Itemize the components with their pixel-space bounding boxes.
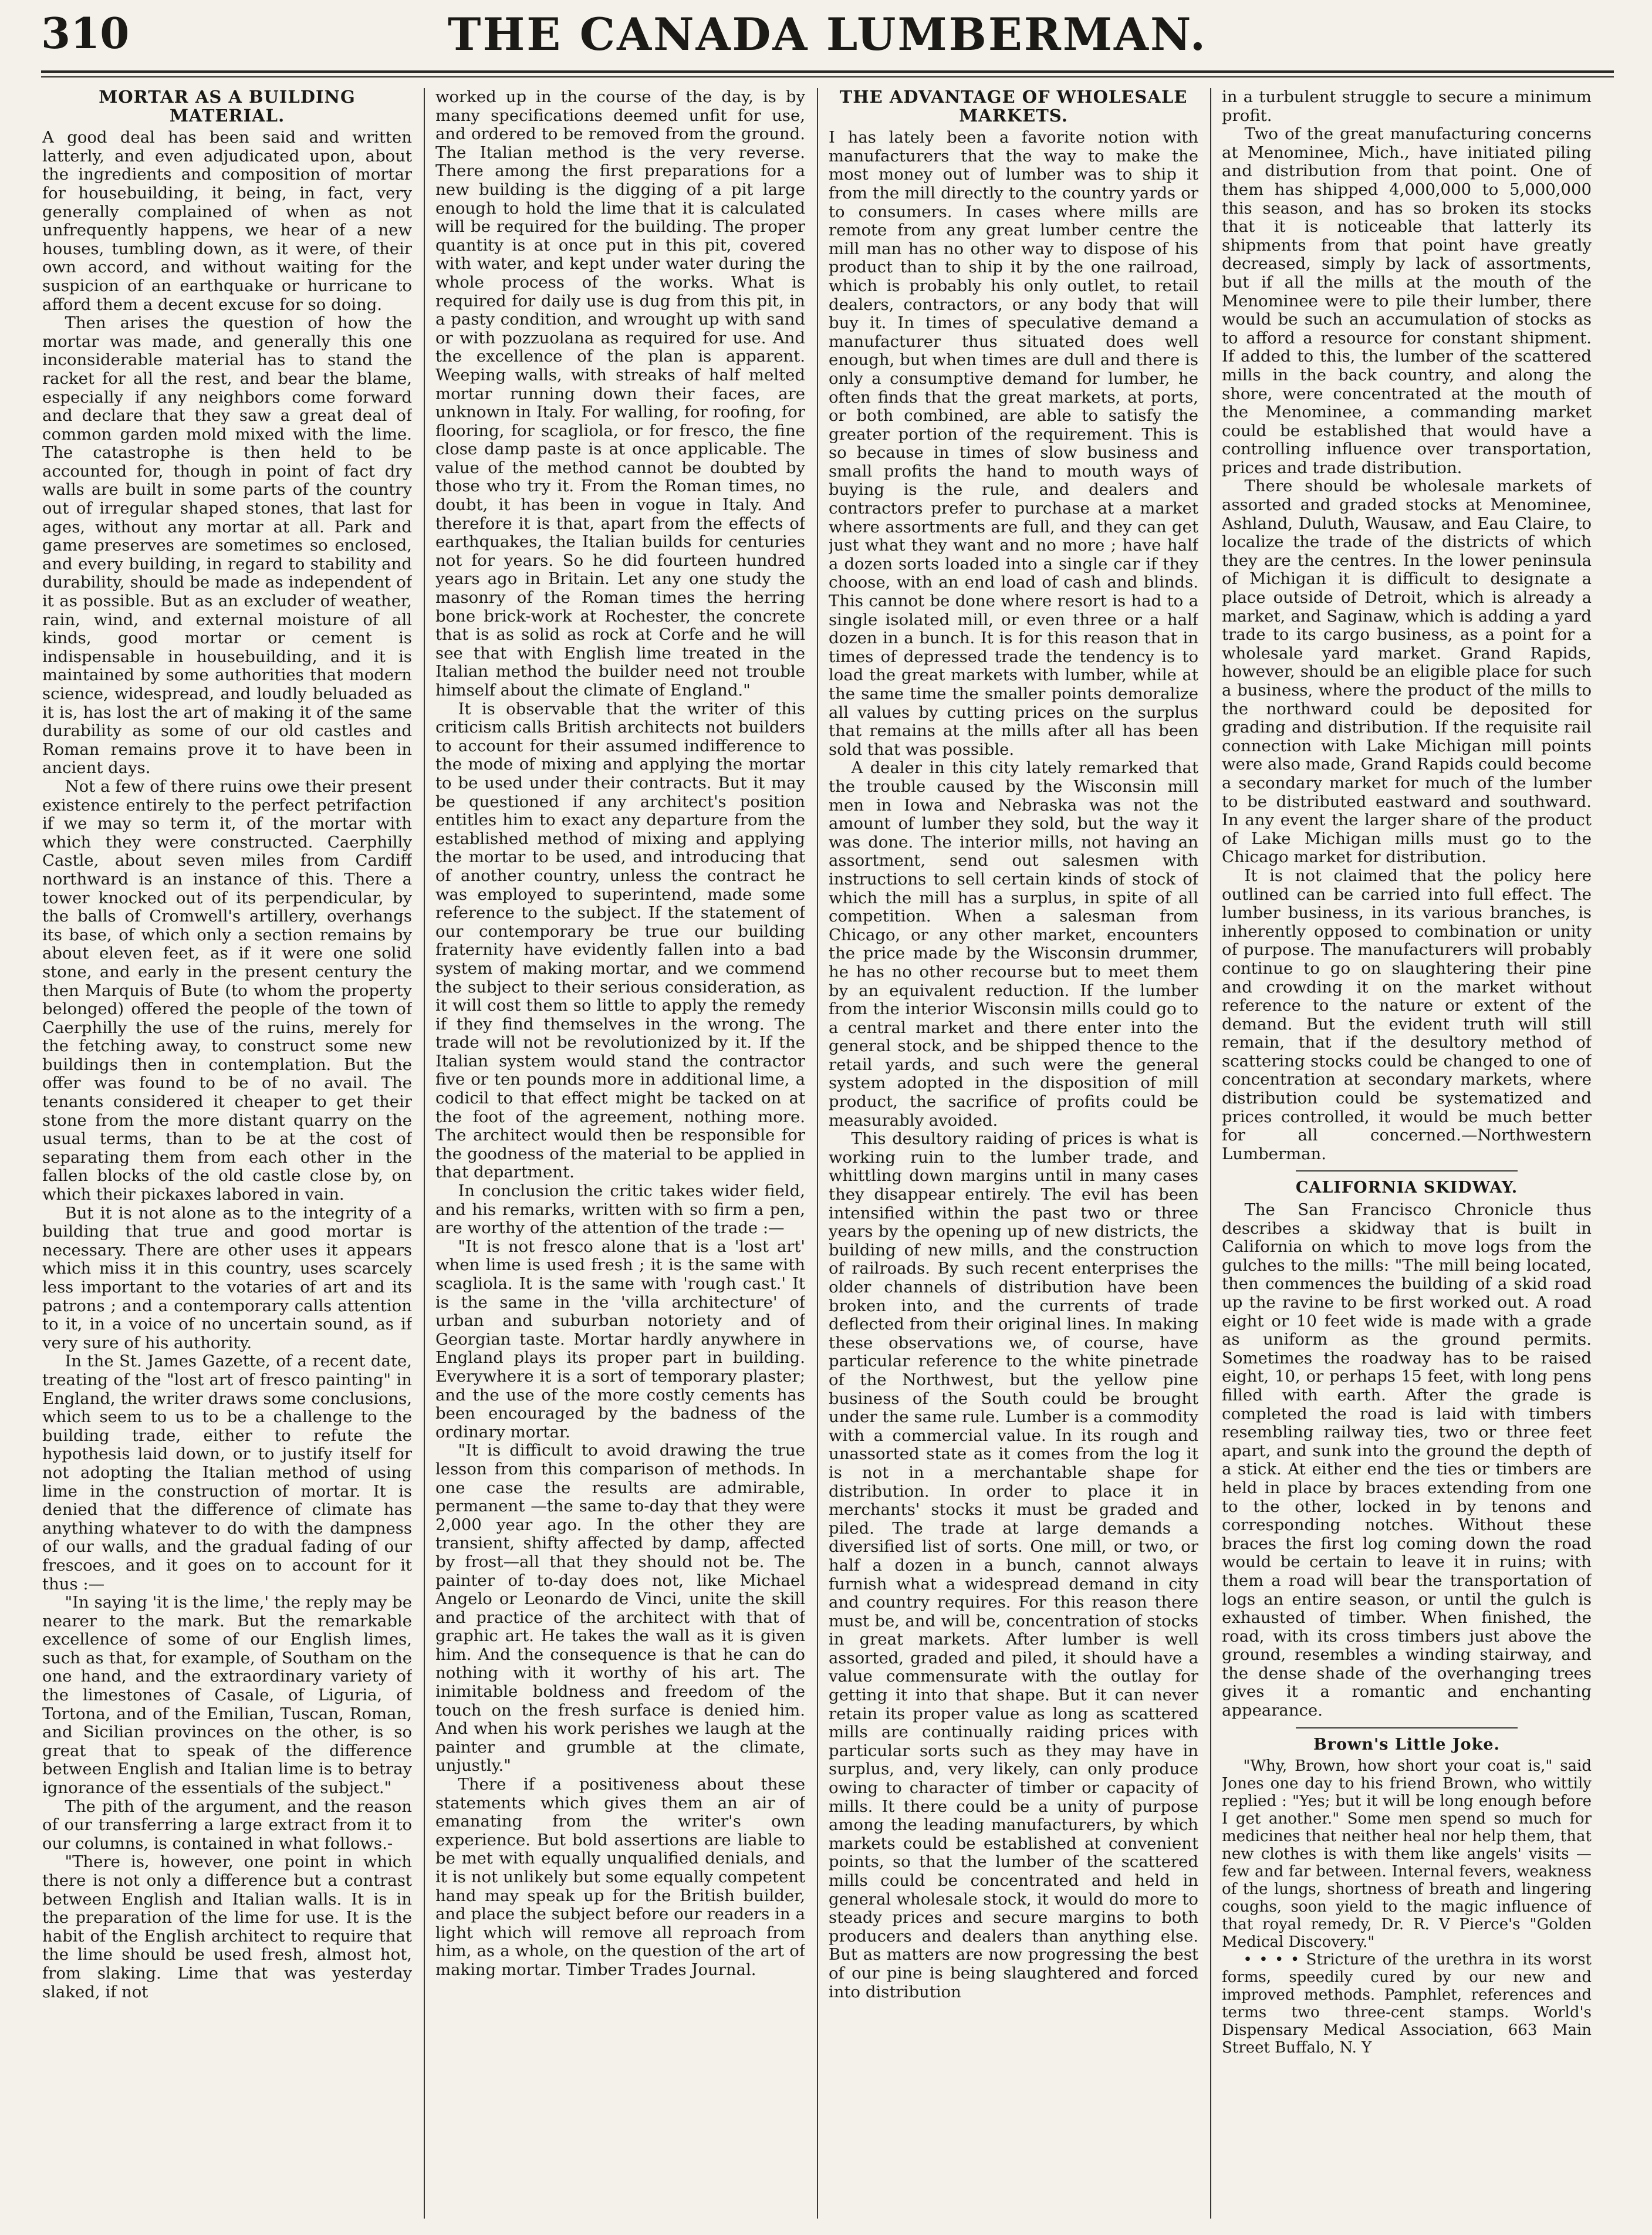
- paragraph: "Why, Brown, how short your coat is," said Jones one day to his friend Brown, who wittily replied : "Yes; but it will be long enough before I get another." Some men spend so much for medicines that neither heal nor help them, that new clothes is with them like angels' visits —few and far between. Internal fevers, weakness of the lungs, shortness of breath and lingering coughs, soon yield to the magic influence of that royal remedy, Dr. R. V Pierce's "Golden Medical Discovery.": [1222, 1757, 1592, 1952]
- article-heading-wholesale-markets: THE ADVANTAGE OF WHOLESALE MARKETS.: [839, 88, 1188, 126]
- paragraph: "There is, however, one point in which there is not only a difference but a contrast between English and Italian walls. It is in the preparation of the lime for use. It is the habit of the English architect to require that the lime should be used fresh, almost hot, from slaking. Lime that was yesterday slaked, if not: [42, 1852, 412, 2001]
- article-heading-browns-joke: Brown's Little Joke.: [1313, 1735, 1500, 1754]
- column-divider: [1210, 88, 1211, 2219]
- paragraph: In conclusion the critic takes wider field, and his remarks, written with so firm a pen, are worthy of the attention of the trade :—: [435, 1181, 805, 1238]
- column-divider: [424, 88, 425, 2219]
- masthead-rule-thin: [41, 76, 1614, 77]
- paragraph: There if a positiveness about these statements which gives them an air of emanating from the writer's own experience. But bold assertions are liable to be met with equally unqualified denials, and it is not unlikely but some equally competent hand may speak up for the British builder, and place the subject before our readers in a light which will remove all reproach from him, as a whole, on the question of the art of making mortar. Timber Trades Journal.: [435, 1775, 805, 1979]
- column-4: [1222, 88, 1592, 2213]
- paragraph: "In saying 'it is the lime,' the reply may be nearer to the mark. But the remarkable excellence of some of our English limes, such as that, for example, of Southam on the one hand, and the extraordinary variety of the limestones of Casale, of Liguria, of Tortona, and of the Emilian, Tuscan, Roman, and Sicilian provinces on the other, is so great that to speak of the difference between English and Italian lime is to betray ignorance of the essentials of the subject.": [42, 1593, 412, 1798]
- paragraph: This desultory raiding of prices is what is working ruin to the lumber trade, and whittling down margins until in many cases they disappear entirely. The evil has been intensified within the past two or three years by the opening up of new districts, the building of new mills, and the construction of railroads. By such recent enterprises the older channels of distribution have been broken into, and the currents of trade deflected from their original lines. In making these observations we, of course, have particular reference to the white pinetrade of the Northwest, but the yellow pine business of the South could be brought under the same rule. Lumber is a commodity with a commercial value. In its rough and unassorted state as it comes from the log it is not in a merchantable shape for distribution. In order to place it in merchants' stocks it must be graded and piled. The trade at large demands a diversified list of sorts. One mill, or two, or half a dozen in a bunch, cannot always furnish what a widespread demand in city and country requires. For this reason there must be, and will be, concentration of stocks in great markets. After lumber is well assorted, graded and piled, it should have a value commensurate with the outlay for getting it into that shape. But it can never retain its proper value as long as scattered mills are continually raiding prices with particular sorts such as they may have in surplus, and, very likely, can only produce owing to character of timber or capacity of mills. It there could be a unity of purpose among the leading manufacturers, by which markets could be established at convenient points, so that the lumber of the scattered mills could be concentrated and held in general wholesale stock, it would do more to steady prices and secure margins to both producers and dealers than anything else. But as matters are now progressing the best of our pine is being slaughtered and forced into distribution: [829, 1129, 1198, 2001]
- paragraph: Two of the great manufacturing concerns at Menominee, Mich., have initiated piling and distribution from that point. One of them has shipped 4,000,000 to 5,000,000 this season, and has so broken its stocks that it is noticeable that latterly its shipments from that point have greatly decreased, simply by lack of assortments, but if all the mills at the mouth of the Menominee were to pile their lumber, there would be such an accumulation of stocks as to afford a resource for constant shipment. If added to this, the lumber of the scattered mills in the back country, and along the shore, were concentrated at the mouth of the Menominee, a commanding market could be established that would have a controlling influence over transportation, prices and trade distribution.: [1222, 124, 1592, 477]
- newspaper-title: THE CANADA LUMBERMAN.: [447, 8, 1208, 60]
- paragraph: It is observable that the writer of this criticism calls British architects not builders to account for their assumed indifference to the mode of mixing and applying the mortar to be used under their contracts. But it may be questioned if any architect's position entitles him to exact any departure from the established method of mixing and applying the mortar to be used, and introducing that of another country, unless the contract he was employed to superintend, made some reference to the subject. If the statement of our contemporary be true our building fraternity have evidently fallen into a bad system of making mortar, and we commend the subject to their serious consideration, as it will cost them so little to apply the remedy if they find themselves in the wrong. The trade will not be revolutionized by it. If the Italian system would stand the contractor five or ten pounds more in additional lime, a codicil to that effect might be tacked on at the foot of the agreement, nothing more. The architect would then be responsible for the goodness of the material to be applied in that department.: [435, 699, 805, 1182]
- paragraph: "It is not fresco alone that is a 'lost art' when lime is used fresh ; it is the same with scagliola. It is the same with 'rough cast.' It is the same in the 'villa architecture' of urban and suburban notoriety and of Georgian taste. Mortar hardly anywhere in England plays its proper part in building. Everywhere it is a sort of temporary plaster; and the use of the more costly cements has been encouraged by the badness of the ordinary mortar.: [435, 1237, 805, 1441]
- column-divider: [817, 88, 818, 2219]
- article-heading-mortar: MORTAR AS A BUILDING MATERIAL.: [99, 88, 356, 126]
- paragraph: in a turbulent struggle to secure a minimum profit.: [1222, 88, 1592, 125]
- paragraph: A dealer in this city lately remarked that the trouble caused by the Wisconsin mill men in Iowa and Nebraska was not the amount of lumber they sold, but the way it was done. The interior mills, not having an assortment, send out salesmen with instructions to sell certain kinds of stock of which the mill has a surplus, in spite of all competition. When a salesman from Chicago, or any other market, encounters the price made by the Wisconsin drummer, he has no other recourse but to meet them by an equivalent reduction. If the lumber from the interior Wisconsin mills could go to a central market and there enter into the general stock, and be shipped thence to the retail yards, and such were the general system adopted in the disposition of mill product, the sacrifice of profits could be measurably avoided.: [829, 758, 1198, 1130]
- column-2: [435, 88, 805, 2213]
- paragraph: worked up in the course of the day, is by many specifications deemed unfit for use, and ordered to be removed from the ground. The Italian method is the very reverse. There among the first preparations for a new building is the digging of a pit large enough to hold the lime that it is calculated will be required for the building. The proper quantity is at once put in this pit, covered with water, and kept under water during the whole process of the works. What is required for daily use is dug from this pit, in a pasty condition, and wrought up with sand or with pozzuolana as required for use. And the excellence of the plan is apparent. Weeping walls, with streaks of half melted mortar running down their faces, are unknown in Italy. For walling, for roofing, for flooring, for scagliola, or for fresco, the fine close damp paste is at once applicable. The value of the method cannot be doubted by those who try it. From the Roman times, no doubt, it has been in vogue in Italy. And therefore it is that, apart from the effects of earthquakes, the Italian builds for centuries not for years. So he did fourteen hundred years ago in Britain. Let any one study the masonry of the Roman times the herring bone brick-work at Rochester, the concrete that is as solid as rock at Corfe and he will see that with English lime treated in the Italian method the builder need not trouble himself about the climate of England.": [435, 88, 805, 700]
- paragraph: A good deal has been said and written latterly, and even adjudicated upon, about the ingredients and composition of mortar for housebuilding, it being, in fact, very generally complained of when as not unfrequently happens, we hear of a new houses, tumbling down, as it were, of their own accord, and without waiting for the suspicion of an earthquake or hurricane to afford them a decent excuse for so doing.: [42, 128, 412, 314]
- masthead: [41, 6, 1614, 65]
- masthead-rule: [41, 70, 1614, 73]
- paragraph: I has lately been a favorite notion with manufacturers that the way to make the most money out of lumber was to ship it from the mill directly to the country yards or to consumers. In cases where mills are remote from any great lumber centre the mill man has no other way to dispose of his product than to ship it by the one railroad, which is probably his only outlet, to retail dealers, contractors, or any body that will buy it. In times of speculative demand a manufacturer thus situated does well enough, but when times are dull and there is only a consumptive demand for lumber, he often finds that the great markets, at ports, or both combined, are able to satisfy the greater portion of the requirement. This is so because in times of slow business and small profits the hand to mouth ways of buying is the rule, and dealers and contractors prefer to purchase at a market where assortments are full, and they can get just what they want and no more ; have half a dozen sorts loaded into a single car if they choose, with an end load of cash and blinds. This cannot be done where resort is had to a single isolated mill, or even three or a half dozen in a bunch. It is for this reason that in times of depressed trade the tendency is to load the great markets with lumber, while at the same time the smaller points demoralize all values by cutting prices on the surplus that remains at the mills after all has been sold that was possible.: [829, 128, 1198, 759]
- paragraph: "It is difficult to avoid drawing the true lesson from this comparison of methods. In one case the results are admirable, permanent —the same to-day that they were 2,000 year ago. In the other they are transient, shifty affected by damp, affected by frost—all that they should not be. The painter of to-day does not, like Michael Angelo or Leonardo de Vinci, unite the skill and practice of the architect with that of graphic art. He takes the wall as it is given him. And the consequence is that he can do nothing with it worthy of his art. The inimitable boldness and freedom of the touch on the fresh surface is denied him. And when his work perishes we laugh at the painter and grumble at the climate, unjustly.": [435, 1441, 805, 1775]
- paragraph: The San Francisco Chronicle thus describes a skidway that is built in California on which to move logs from the gulches to the mills: "The mill being located, then commences the building of a skid road up the ravine to be first worked out. A road eight or 10 feet wide is made with a grade as uniform as the ground permits. Sometimes the roadway has to be raised eight, 10, or perhaps 15 feet, with long pens filled with earth. After the grade is completed the road is laid with timbers resembling railway ties, two or three feet apart, and sunk into the ground the depth of a stick. At either end the ties or timbers are held in place by braces extending from one to the other, locked in by tenons and corresponding notches. Without these braces the first log coming down the road would be certain to leave it in ruins; with them a road will bear the transportation of logs an entire season, or until the gulch is exhausted of timber. When finished, the road, with its cross timbers just above the ground, resembles a winding stairway, and the dense shade of the overhanging trees gives it a romantic and enchanting appearance.: [1222, 1200, 1592, 1720]
- paragraph: But it is not alone as to the integrity of a building that true and good mortar is necessary. There are other uses it appears which miss it in this country, uses scarcely less important to the votaries of art and its patrons ; and a contemporary calls attention to it, in a voice of no uncertain sound, as if very sure of his authority.: [42, 1203, 412, 1352]
- paragraph: Not a few of there ruins owe their present existence entirely to the perfect petrifaction if we may so term it, of the mortar with which they were constructed. Caerphilly Castle, about seven miles from Cardiff northward is an instance of this. There a tower knocked out of its perpendicular, by the balls of Cromwell's artillery, overhangs its base, of which only a section remains by about eleven feet, as if it were one solid stone, and early in the present century the then Marquis of Bute (to whom the property belonged) offered the people of the town of Caerphilly the use of the ruins, merely for the fetching away, to construct some new buildings then in contemplation. But the offer was found to be of no avail. The tenants considered it cheaper to get their stone from the more distant quarry on the usual terms, than to be at the cost of separating them from each other in the fallen blocks of the old castle close by, on which their pickaxes labored in vain.: [42, 776, 412, 1204]
- page-number: 310: [41, 8, 130, 58]
- paragraph: In the St. James Gazette, of a recent date, treating of the "lost art of fresco painting" in England, the writer draws some conclusions, which seem to us to be a challenge to the building trade, either to refute the hypothesis laid down, or to justify itself for not adopting the Italian method of using lime in the construction of mortar. It is denied that the difference of climate has anything whatever to do with the dampness of our walls, and the gradual fading of our frescoes, and it goes on to account for it thus :—: [42, 1352, 412, 1593]
- paragraph: The pith of the argument, and the reason of our transferring a large extract from it to our columns, is contained in what follows.-: [42, 1797, 412, 1853]
- paragraph: Then arises the question of how the mortar was made, and generally this one inconsiderable material has to stand the racket for all the rest, and bear the blame, especially if any neighbors come forward and declare that they saw a great deal of common garden mold mixed with the lime. The catastrophe is then held to be accounted for, though in point of fact dry walls are built in some parts of the country out of irregular shaped stones, that last for ages, without any mortar at all. Park and game preserves are sometimes so enclosed, and every building, in regard to stability and durability, should be made as independent of it as possible. But as an excluder of weather, rain, wind, and external moisture of all kinds, good mortar or cement is indispensable in housebuilding, and it is maintained by some authorities that modern science, widespread, and loudly beluaded as it is, has lost the art of making it of the same durability as some of our old castles and Roman remains prove it to have been in ancient days.: [42, 313, 412, 778]
- article-heading-skidway: CALIFORNIA SKIDWAY.: [1295, 1179, 1518, 1197]
- paragraph: It is not claimed that the policy here outlined can be carried into full effect. The lumber business, in its various branches, is inherently opposed to combination or unity of purpose. The manufacturers will probably continue to go on slaughtering their pine and crowding it on the market without reference to the nature or extent of the demand. But the evident truth will still remain, that if the desultory method of scattering stocks could be changed to one of concentration at secondary markets, where distribution could be systematized and prices controlled, it would be much better for all concerned.—Northwestern Lumberman.: [1222, 866, 1592, 1163]
- column-3: [829, 88, 1198, 2213]
- column-1: [42, 88, 412, 2213]
- section-divider: [1296, 1170, 1518, 1171]
- section-divider: [1296, 1727, 1518, 1728]
- advertisement: • • • • Stricture of the urethra in its worst forms, speedily cured by our new and improved methods. Pamphlet, references and terms two three-cent stamps. World's Dispensary Medical Association, 663 Main Street Buffalo, N. Y: [1222, 1951, 1592, 2057]
- paragraph: There should be wholesale markets of assorted and graded stocks at Menominee, Ashland, Duluth, Wausaw, and Eau Claire, to localize the trade of the districts of which they are the centres. In the lower peninsula of Michigan it is difficult to designate a place outside of Detroit, which is already a market, and Saginaw, which is adding a yard trade to its cargo business, as a point for a wholesale yard market. Grand Rapids, however, should be an eligible place for such a business, where the product of the mills to the northward could be deposited for grading and distribution. If the requisite rail connection with Lake Michigan mill points were also made, Grand Rapids could become a secondary market for much of the lumber to be distributed eastward and southward. In any event the larger share of the product of Lake Michigan mills must go to the Chicago market for distribution.: [1222, 477, 1592, 867]
